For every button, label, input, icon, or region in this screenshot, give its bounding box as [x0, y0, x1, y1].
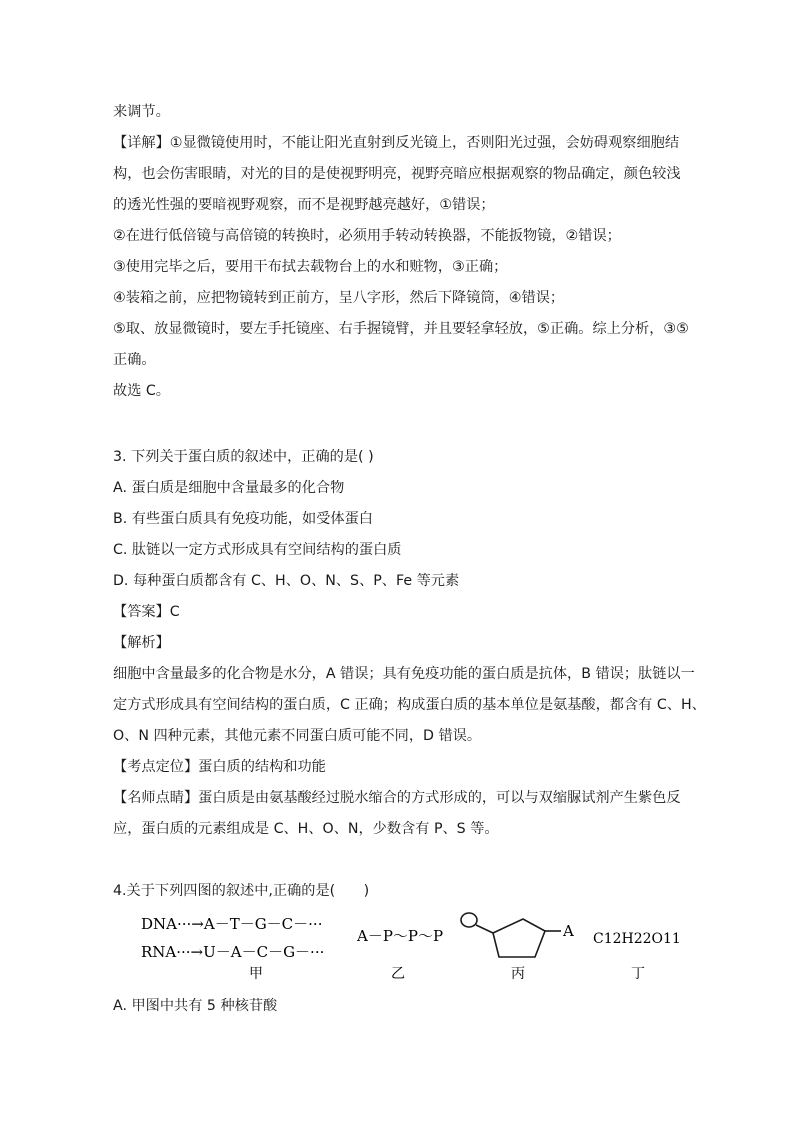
text-line: ③使用完毕之后，要用干布拭去载物台上的水和赃物，③正确；	[113, 259, 508, 275]
question-4-stem: 4.关于下列四图的叙述中,正确的是( )	[113, 883, 370, 899]
text-line: ⑤取、放显微镜时，要左手托镜座、右手握镜臂，并且要轻拿轻放，⑤正确。综上分析，③⑤	[113, 321, 689, 337]
text-line: 来调节。	[113, 104, 170, 120]
text-line: 【详解】①显微镜使用时，不能让阳光直射到反光镜上，否则阳光过强，会妨碍观察细胞结	[113, 135, 680, 151]
caption-bing: 丙	[511, 966, 525, 982]
sugar-formula: C12H22O11	[593, 931, 681, 947]
text-line: 正确。	[113, 352, 156, 368]
atp-formula: A－P～P～P	[357, 927, 444, 945]
dna-strand: DNA···→A－T－G－C－···	[141, 915, 323, 933]
text-line: 定方式形成具有空间结构的蛋白质，C 正确；构成蛋白质的基本单位是氨基酸，都含有 C、H、	[113, 697, 706, 713]
text-line: 应，蛋白质的元素组成是 C、H、O、N，少数含有 P、S 等。	[113, 821, 499, 837]
caption-yi: 乙	[391, 966, 405, 982]
option-d: D. 每种蛋白质都含有 C、H、O、N、S、P、Fe 等元素	[113, 573, 460, 589]
ring-label: A	[563, 922, 574, 940]
caption-ding: 丁	[631, 966, 645, 982]
text-line: ④装箱之前，应把物镜转到正前方，呈八字形，然后下降镜筒，④错误；	[113, 290, 565, 306]
caption-jia: 甲	[249, 966, 263, 982]
analysis-heading: 【解析】	[113, 635, 170, 651]
option-a: A. 甲图中共有 5 种核苷酸	[113, 998, 278, 1014]
text-line: 的透光性强的要暗视野观察，而不是视野越亮越好，①错误；	[113, 197, 495, 213]
text-line: 构，也会伤害眼睛，对光的目的是使视野明亮，视野亮暗应根据观察的物品确定，颜色较浅	[113, 166, 681, 182]
text-line: 故选 C。	[113, 383, 170, 399]
text-line: 【名师点睛】蛋白质是由氨基酸经过脱水缩合的方式形成的，可以与双缩脲试剂产生紫色反	[113, 790, 681, 806]
text-line: O、N 四种元素，其他元素不同蛋白质可能不同，D 错误。	[113, 728, 482, 744]
text-line: ②在进行低倍镜与高倍镜的转换时，必须用手转动转换器，不能扳物镜，②错误；	[113, 228, 621, 244]
ribose-ring-icon	[461, 913, 561, 957]
option-a: A. 蛋白质是细胞中含量最多的化合物	[113, 480, 345, 496]
question-4-figure	[113, 905, 703, 985]
option-b: B. 有些蛋白质具有免疫功能，如受体蛋白	[113, 511, 373, 527]
question-3-stem: 3. 下列关于蛋白质的叙述中，正确的是( )	[113, 449, 374, 465]
knowledge-point: 【考点定位】蛋白质的结构和功能	[113, 759, 326, 775]
option-c: C. 肽链以一定方式形成具有空间结构的蛋白质	[113, 542, 402, 558]
rna-strand: RNA···→U－A－C－G－···	[141, 943, 325, 961]
answer: 【答案】C	[113, 604, 180, 620]
text-line: 细胞中含量最多的化合物是水分，A 错误；具有免疫功能的蛋白质是抗体，B 错误；肽链以一	[113, 666, 695, 682]
